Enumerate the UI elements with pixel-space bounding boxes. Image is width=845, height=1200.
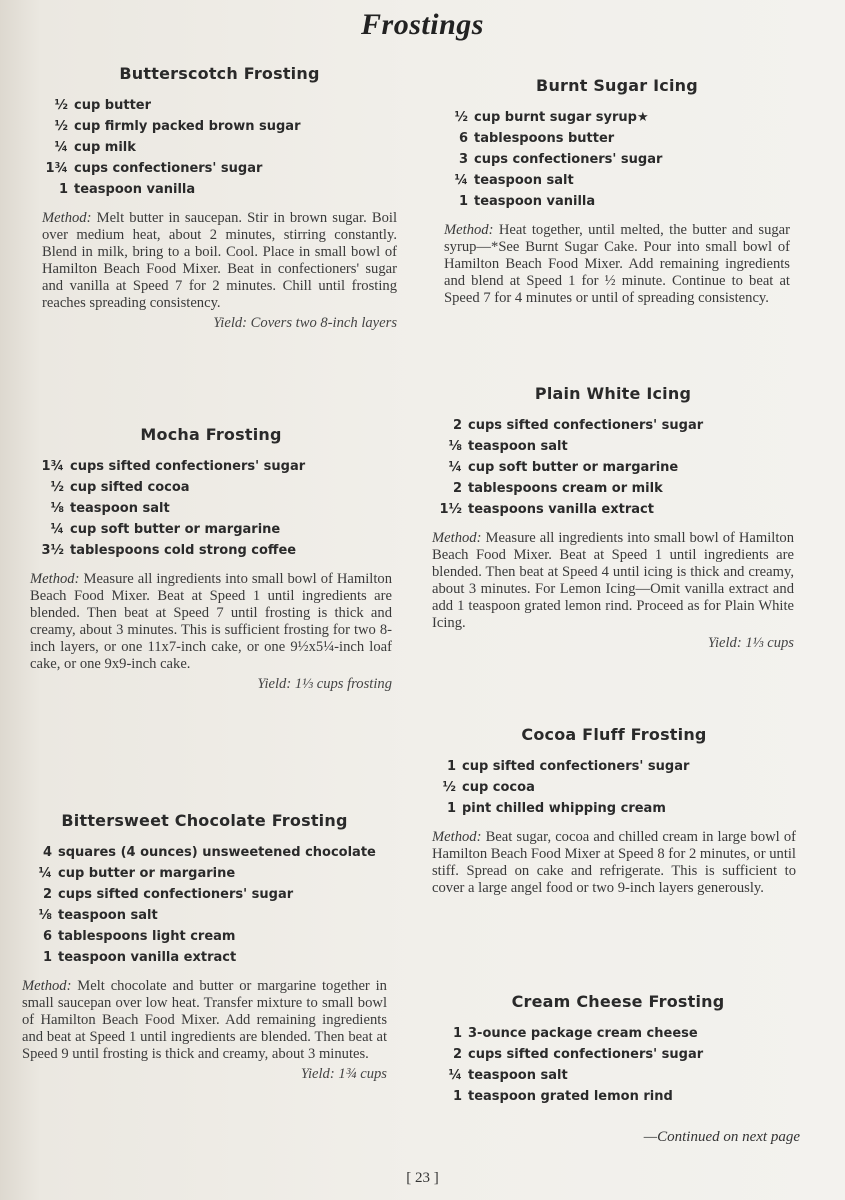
ingredient-text: cups sifted confectioners' sugar bbox=[58, 887, 294, 902]
method-body: Measure all ingredients into small bowl of Hamilton Beach Food Mixer. Beat at Speed 1 until ingredients are blended. Then beat at Speed 7 until frosting is thick and creamy, about 3 minutes. This is sufficient frosting for two 8-inch layers, or one 11x7-inch cake, or one 9½x5¼-inch loaf cake, or one 9x9-inch cake. bbox=[30, 571, 392, 672]
page-title: Frostings bbox=[361, 8, 484, 41]
continued-note: —Continued on next page bbox=[643, 1129, 800, 1145]
recipe-cocoa-fluff-frosting bbox=[432, 725, 796, 897]
ingredient-item bbox=[438, 1023, 798, 1044]
ingredient-item bbox=[432, 499, 794, 520]
ingredient-text: 3-ounce package cream cheese bbox=[468, 1026, 698, 1041]
ingredient-item bbox=[22, 905, 387, 926]
ingredient-item bbox=[444, 149, 790, 170]
ingredient-text: cup milk bbox=[74, 140, 136, 155]
ingredient-text: cups sifted confectioners' sugar bbox=[468, 418, 704, 433]
ingredient-item bbox=[42, 158, 397, 179]
ingredient-item bbox=[42, 116, 397, 137]
ingredient-quantity: ⅛ bbox=[38, 908, 52, 923]
ingredient-text: cup butter bbox=[74, 98, 152, 113]
recipe-title: Mocha Frosting bbox=[140, 425, 282, 444]
ingredient-quantity: 3½ bbox=[41, 543, 64, 558]
recipe-title: Burnt Sugar Icing bbox=[536, 76, 698, 95]
ingredient-item bbox=[444, 107, 790, 128]
ingredient-quantity: 4 bbox=[42, 845, 52, 860]
ingredient-quantity: ¼ bbox=[448, 1068, 462, 1083]
method-body: Measure all ingredients into small bowl of Hamilton Beach Food Mixer. Beat at Speed 1 until ingredients are blended. Then beat at Speed 4 until icing is thick and creamy, about 3 minutes. For Lemon Icing—Omit vanilla extract and add 1 teaspoon grated lemon rind. Proceed as for Plain White Icing. bbox=[432, 530, 794, 631]
method-text bbox=[432, 530, 794, 632]
ingredient-text: cup sifted confectioners' sugar bbox=[462, 759, 690, 774]
ingredient-quantity: 6 bbox=[458, 131, 468, 146]
recipe-butterscotch-frosting bbox=[42, 64, 397, 332]
ingredient-quantity: ¼ bbox=[454, 173, 468, 188]
ingredient-text: tablespoons cream or milk bbox=[468, 481, 663, 496]
ingredient-text: cups confectioners' sugar bbox=[474, 152, 663, 167]
ingredient-list bbox=[432, 415, 794, 520]
ingredient-item bbox=[22, 842, 387, 863]
recipe-mocha-frosting bbox=[30, 425, 392, 693]
method-body: Heat together, until melted, the butter and sugar syrup—*See Burnt Sugar Cake. Pour into small bowl of Hamilton Beach Food Mixer. Add remaining ingredients and blend at Speed 1 for ½ minute. Continue to beat at Speed 7 for 4 minutes or until of spreading consistency. bbox=[444, 222, 790, 306]
ingredient-quantity: 1 bbox=[58, 182, 68, 197]
ingredient-text: cup sifted cocoa bbox=[70, 480, 190, 495]
ingredient-text: teaspoon salt bbox=[58, 908, 158, 923]
ingredient-item bbox=[444, 191, 790, 212]
ingredient-text: teaspoon vanilla extract bbox=[58, 950, 237, 965]
method-text bbox=[30, 571, 392, 673]
ingredient-item bbox=[438, 1086, 798, 1107]
ingredient-quantity: ¼ bbox=[50, 522, 64, 537]
method-label: Method: bbox=[432, 530, 482, 546]
ingredient-quantity: 1 bbox=[452, 1026, 462, 1041]
yield-text: Yield: Covers two 8-inch layers bbox=[213, 315, 397, 331]
ingredient-text: cups confectioners' sugar bbox=[74, 161, 263, 176]
recipe-bittersweet-chocolate-frosting bbox=[22, 811, 387, 1083]
ingredient-quantity: ¼ bbox=[54, 140, 68, 155]
method-label: Method: bbox=[22, 978, 72, 994]
method-text bbox=[22, 978, 387, 1063]
yield-text: Yield: 1¾ cups bbox=[300, 1066, 387, 1082]
recipe-title: Plain White Icing bbox=[534, 384, 692, 403]
ingredient-list bbox=[432, 756, 796, 819]
ingredient-quantity: 1 bbox=[452, 1089, 462, 1104]
ingredient-text: teaspoon grated lemon rind bbox=[468, 1089, 673, 1104]
ingredient-item bbox=[22, 884, 387, 905]
page-number: [ 23 ] bbox=[406, 1170, 439, 1186]
ingredient-list bbox=[438, 1023, 798, 1107]
ingredient-item bbox=[432, 798, 796, 819]
ingredient-text: cups sifted confectioners' sugar bbox=[70, 459, 306, 474]
ingredient-item bbox=[42, 95, 397, 116]
ingredient-item bbox=[42, 179, 397, 200]
ingredient-item bbox=[432, 777, 796, 798]
method-body: Beat sugar, cocoa and chilled cream in large bowl of Hamilton Beach Food Mixer at Speed 8 for 2 minutes, or until stiff. Spread on cake and refrigerate. This is sufficient to cover a large angel food or two 9-inch layers generously. bbox=[432, 829, 796, 896]
ingredient-text: tablespoons cold strong coffee bbox=[70, 543, 297, 558]
recipe-title: Cocoa Fluff Frosting bbox=[521, 725, 707, 744]
recipe-title: Bittersweet Chocolate Frosting bbox=[61, 811, 348, 830]
recipe-plain-white-icing bbox=[432, 384, 794, 652]
ingredient-quantity: ⅛ bbox=[448, 439, 462, 454]
ingredient-quantity: 1½ bbox=[439, 502, 462, 517]
yield-text: Yield: 1⅓ cups bbox=[707, 635, 794, 651]
ingredient-text: squares (4 ounces) unsweetened chocolate bbox=[58, 845, 376, 860]
ingredient-list bbox=[42, 95, 397, 200]
recipe-cream-cheese-frosting bbox=[438, 992, 798, 1117]
ingredient-item bbox=[30, 519, 392, 540]
ingredient-quantity: 1 bbox=[42, 950, 52, 965]
ingredient-item bbox=[444, 170, 790, 191]
recipe-burnt-sugar-icing bbox=[444, 76, 790, 307]
method-label: Method: bbox=[432, 829, 482, 845]
ingredient-list bbox=[444, 107, 790, 212]
ingredient-item bbox=[438, 1044, 798, 1065]
ingredient-item bbox=[22, 926, 387, 947]
ingredient-item bbox=[444, 128, 790, 149]
ingredient-text: tablespoons butter bbox=[474, 131, 615, 146]
method-text bbox=[432, 829, 796, 897]
ingredient-quantity: ½ bbox=[442, 780, 456, 795]
ingredient-item bbox=[22, 947, 387, 968]
ingredient-quantity: ¼ bbox=[448, 460, 462, 475]
ingredient-text: teaspoon salt bbox=[468, 1068, 568, 1083]
ingredient-item bbox=[30, 456, 392, 477]
ingredient-text: cup butter or margarine bbox=[58, 866, 236, 881]
ingredient-quantity: 2 bbox=[452, 1047, 462, 1062]
ingredient-quantity: ¼ bbox=[38, 866, 52, 881]
ingredient-text: cup burnt sugar syrup★ bbox=[474, 110, 649, 125]
ingredient-text: cup soft butter or margarine bbox=[468, 460, 679, 475]
method-body: Melt chocolate and butter or margarine together in small saucepan over low heat. Transfer mixture to small bowl of Hamilton Beach Food Mixer. Add remaining ingredients and beat at Speed 1 until ingredients are blended. Then beat at Speed 9 until frosting is thick and creamy, about 3 minutes. bbox=[22, 978, 387, 1062]
ingredient-quantity: 2 bbox=[452, 481, 462, 496]
recipe-title: Butterscotch Frosting bbox=[119, 64, 320, 83]
ingredient-item bbox=[30, 498, 392, 519]
ingredient-quantity: 6 bbox=[42, 929, 52, 944]
ingredient-quantity: ½ bbox=[454, 110, 468, 125]
yield-text: Yield: 1⅓ cups frosting bbox=[257, 676, 392, 692]
ingredient-item bbox=[432, 436, 794, 457]
method-text bbox=[42, 210, 397, 312]
ingredient-list bbox=[30, 456, 392, 561]
ingredient-text: teaspoon salt bbox=[468, 439, 568, 454]
ingredient-text: tablespoons light cream bbox=[58, 929, 236, 944]
ingredient-list bbox=[22, 842, 387, 968]
ingredient-text: teaspoon vanilla bbox=[474, 194, 596, 209]
method-text bbox=[444, 222, 790, 307]
ingredient-text: pint chilled whipping cream bbox=[462, 801, 666, 816]
recipe-title: Cream Cheese Frosting bbox=[511, 992, 725, 1011]
ingredient-item bbox=[432, 457, 794, 478]
ingredient-text: teaspoon salt bbox=[474, 173, 574, 188]
ingredient-quantity: ⅛ bbox=[50, 501, 64, 516]
ingredient-quantity: 2 bbox=[42, 887, 52, 902]
ingredient-item bbox=[432, 415, 794, 436]
ingredient-text: cup soft butter or margarine bbox=[70, 522, 281, 537]
method-label: Method: bbox=[42, 210, 92, 226]
method-label: Method: bbox=[30, 571, 80, 587]
ingredient-item bbox=[438, 1065, 798, 1086]
ingredient-item bbox=[22, 863, 387, 884]
ingredient-quantity: ½ bbox=[50, 480, 64, 495]
ingredient-quantity: ½ bbox=[54, 119, 68, 134]
ingredient-text: teaspoon vanilla bbox=[74, 182, 196, 197]
ingredient-quantity: 1 bbox=[446, 801, 456, 816]
ingredient-item bbox=[42, 137, 397, 158]
ingredient-quantity: 1 bbox=[446, 759, 456, 774]
ingredient-item bbox=[432, 478, 794, 499]
ingredient-item bbox=[432, 756, 796, 777]
ingredient-text: cup cocoa bbox=[462, 780, 535, 795]
ingredient-quantity: 3 bbox=[458, 152, 468, 167]
ingredient-quantity: 2 bbox=[452, 418, 462, 433]
ingredient-item bbox=[30, 540, 392, 561]
ingredient-text: cup firmly packed brown sugar bbox=[74, 119, 301, 134]
ingredient-text: cups sifted confectioners' sugar bbox=[468, 1047, 704, 1062]
ingredient-quantity: 1¾ bbox=[41, 459, 64, 474]
method-body: Melt butter in saucepan. Stir in brown sugar. Boil over medium heat, about 2 minutes, stirring constantly. Blend in milk, bring to a boil. Cool. Place in small bowl of Hamilton Beach Food Mixer. Beat in confectioners' sugar and vanilla at Speed 7 for 2 minutes. Chill until frosting reaches spreading consistency. bbox=[42, 210, 398, 311]
ingredient-quantity: ½ bbox=[54, 98, 68, 113]
method-label: Method: bbox=[444, 222, 494, 238]
ingredient-text: teaspoon salt bbox=[70, 501, 170, 516]
ingredient-quantity: 1¾ bbox=[45, 161, 68, 176]
ingredient-text: teaspoons vanilla extract bbox=[468, 502, 654, 517]
ingredient-item bbox=[30, 477, 392, 498]
ingredient-quantity: 1 bbox=[458, 194, 468, 209]
